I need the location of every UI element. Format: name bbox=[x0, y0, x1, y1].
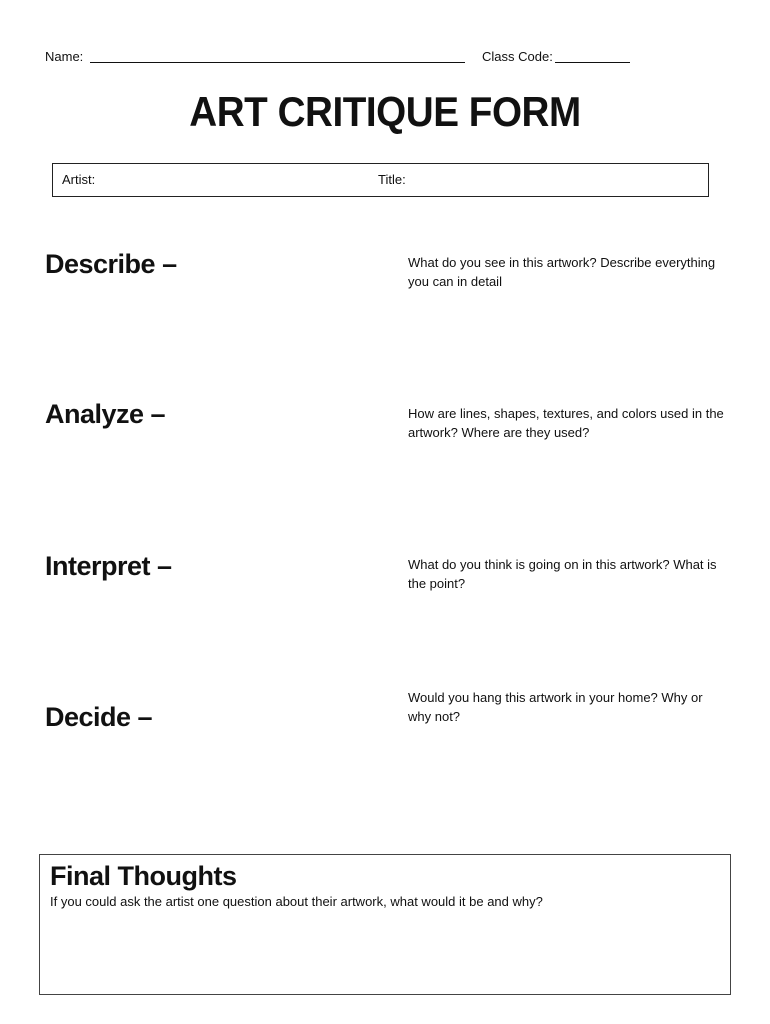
interpret-heading: Interpret – bbox=[45, 551, 172, 581]
final-thoughts-prompt: If you could ask the artist one question about their artwork, what would it be and why? bbox=[50, 894, 543, 909]
interpret-prompt: What do you think is going on in this artwork? What is the point? bbox=[408, 557, 717, 591]
artwork-info-box bbox=[52, 163, 709, 197]
page-title: ART CRITIQUE FORM bbox=[189, 88, 581, 135]
final-thoughts-answer-area[interactable] bbox=[50, 917, 720, 987]
class-code-label: Class Code: bbox=[482, 49, 553, 64]
final-thoughts-box bbox=[39, 854, 731, 995]
class-code-field[interactable] bbox=[555, 62, 630, 63]
artwork-title-label: Title: bbox=[378, 172, 406, 187]
name-field[interactable] bbox=[90, 62, 465, 63]
describe-heading: Describe – bbox=[45, 249, 177, 279]
decide-prompt: Would you hang this artwork in your home? Why or why not? bbox=[408, 690, 703, 724]
interpret-answer-area[interactable] bbox=[45, 598, 725, 683]
analyze-answer-area[interactable] bbox=[45, 445, 725, 540]
decide-answer-area[interactable] bbox=[45, 745, 725, 840]
final-thoughts-heading: Final Thoughts bbox=[50, 861, 237, 891]
artwork-title-field[interactable] bbox=[418, 168, 698, 192]
analyze-heading: Analyze – bbox=[45, 399, 166, 429]
describe-answer-area[interactable] bbox=[45, 292, 725, 387]
describe-prompt: What do you see in this artwork? Describe everything you can in detail bbox=[408, 255, 716, 289]
artist-label: Artist: bbox=[62, 172, 96, 187]
artist-field[interactable] bbox=[108, 168, 368, 192]
name-label: Name: bbox=[45, 49, 84, 64]
decide-heading: Decide – bbox=[45, 702, 153, 732]
analyze-prompt: How are lines, shapes, textures, and colors used in the artwork? Where are they used? bbox=[408, 406, 724, 440]
